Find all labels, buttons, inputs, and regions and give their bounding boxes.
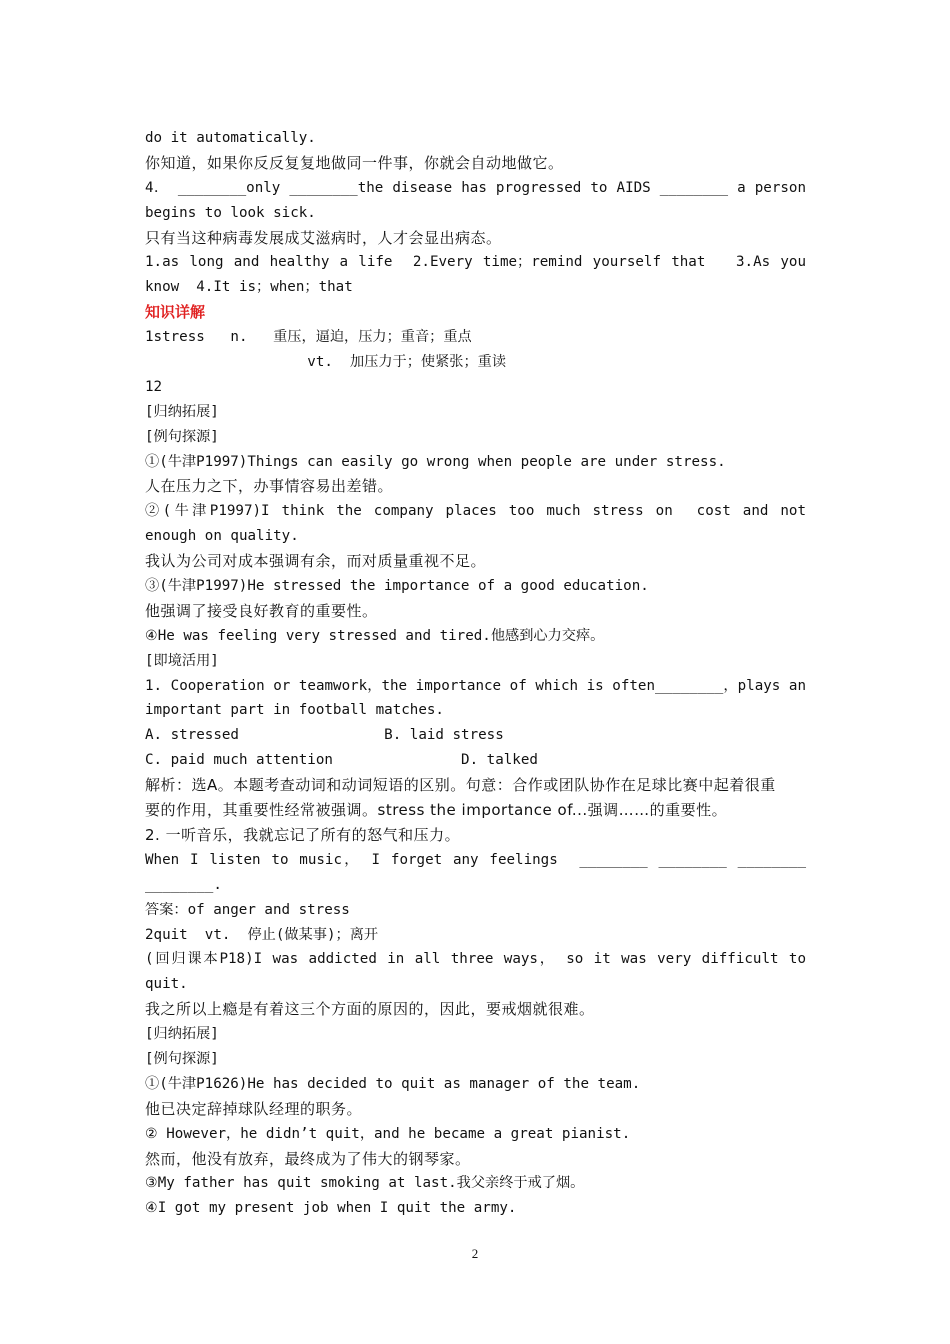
text-line: ③(牛津P1997)He stressed the importance of a good education.	[145, 578, 649, 595]
text-line: 只有当这种病毒发展成艾滋病时，人才会显出病态。	[145, 228, 502, 247]
text-line: 4． ________only ________the disease has progressed to AIDS ________ a person	[145, 179, 806, 196]
text-line: 他强调了接受良好教育的重要性。	[145, 601, 378, 620]
text-line: [即境活用]	[145, 652, 219, 669]
text-line: [例句探源]	[145, 428, 219, 445]
text-line: [归纳拓展]	[145, 1026, 219, 1043]
text-line: 然而，他没有放弃，最终成为了伟大的钢琴家。	[145, 1149, 471, 1168]
text-line: enough on quality.	[145, 528, 299, 545]
text-line: quit.	[145, 976, 188, 993]
text-line: ②(牛津P1997)I think the company places too much stress on cost and not	[145, 503, 806, 520]
text-line: ________.	[145, 876, 222, 893]
text-line: 2quit vt. 停止(做某事)；离开	[145, 926, 379, 943]
text-line: 我之所以上瘾是有着这三个方面的原因的，因此，要戒烟就很难。	[145, 1000, 595, 1019]
text-line: [例句探源]	[145, 1050, 219, 1067]
text-line: 12	[145, 378, 163, 395]
text-line: C. paid much attention D. talked	[145, 752, 538, 769]
section-heading: 知识详解	[145, 303, 206, 322]
text-line: important part in football matches.	[145, 702, 444, 719]
text-line: 他已决定辞掉球队经理的职务。	[145, 1099, 363, 1118]
text-line: ④I got my present job when I quit the army.	[145, 1200, 517, 1217]
text-line: 答案：of anger and stress	[145, 901, 350, 918]
text-line: know 4.It is；when；that	[145, 279, 353, 296]
text-line: (回归课本P18)I was addicted in all three ways， so it was very difficult to	[145, 951, 806, 968]
text-line: 人在压力之下，办事情容易出差错。	[145, 477, 394, 496]
text-line: 我认为公司对成本强调有余，而对质量重视不足。	[145, 552, 487, 571]
text-line: do it automatically.	[145, 130, 316, 146]
page-number: 2	[471, 1246, 479, 1261]
text-line: 解析：选A。本题考查动词和动词短语的区别。句意：合作或团队协作在足球比赛中起着很重	[145, 776, 776, 795]
text-line: [归纳拓展]	[145, 403, 219, 420]
page-body	[145, 126, 806, 1221]
text-line: 1stress n. 重压，逼迫，压力；重音；重点	[145, 329, 472, 346]
text-line: vt. 加压力于；使紧张；重读	[145, 354, 507, 371]
text-line: When I listen to music， I forget any feelings ________ ________ ________	[145, 851, 806, 868]
text-line: 你知道，如果你反反复复地做同一件事，你就会自动地做它。	[145, 153, 564, 172]
text-line: A. stressed B. laid stress	[145, 727, 504, 744]
text-line: ② However，he didn’t quit，and he became a great pianist.	[145, 1125, 631, 1142]
text-line: 2. 一听音乐，我就忘记了所有的怒气和压力。	[145, 825, 461, 844]
text-line: ③My father has quit smoking at last.我父亲终于戒了烟。	[145, 1175, 585, 1192]
text-line: 要的作用，其重要性经常被强调。stress the importance of...强调……的重要性。	[145, 801, 728, 820]
text-line: 1.as long and healthy a life 2.Every time；remind yourself that 3.As you	[145, 254, 806, 271]
text-line: ①(牛津P1997)Things can easily go wrong when people are under stress.	[145, 453, 726, 470]
text-line: ④He was feeling very stressed and tired.他感到心力交瘁。	[145, 627, 605, 644]
text-line: begins to look sick.	[145, 204, 316, 221]
text-line: 1. Cooperation or teamwork，the importance of which is often________，plays an	[145, 677, 806, 694]
text-line: ①(牛津P1626)He has decided to quit as manager of the team.	[145, 1075, 641, 1092]
